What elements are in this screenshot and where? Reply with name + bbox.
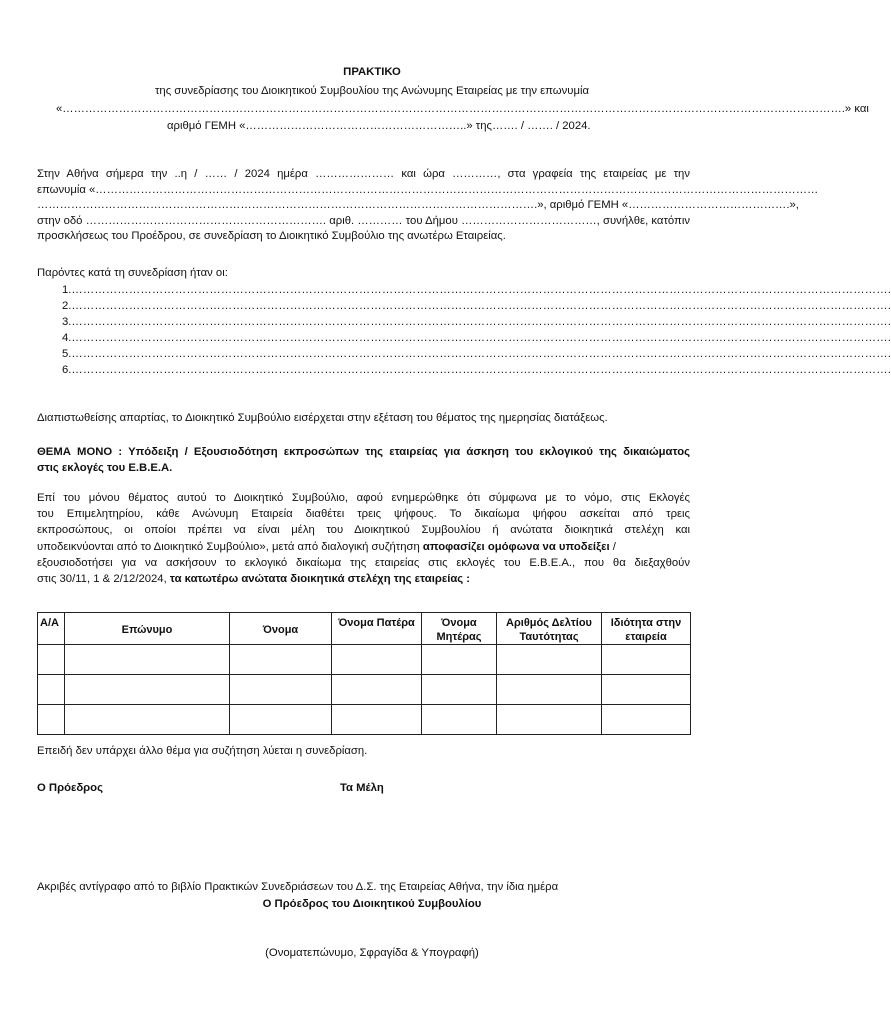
body-line: του Επιμελητηρίου, κάθε Ανώνυμη Εταιρεία διαθέτει τρεις ψήφους. Το δικαίωμα ψήφου ασκείται από τρεις xyxy=(37,508,690,521)
signature-hint: (Ονοματεπώνυμο, Σφραγίδα & Υπογραφή) xyxy=(265,947,479,959)
table-row xyxy=(38,645,691,675)
body-text: / xyxy=(609,540,616,553)
header-text: Όνομα xyxy=(441,617,477,629)
table-cell[interactable] xyxy=(230,675,332,705)
body-line xyxy=(37,571,690,587)
president-label: Ο Πρόεδρος xyxy=(37,782,103,794)
header-id-number xyxy=(497,613,602,645)
present-list xyxy=(62,284,891,380)
fill-in-line: ……………………………………………………………………………………………………………………………………………………………………………………………. xyxy=(71,284,891,296)
document-subtitle: της συνεδρίασης του Διοικητικού Συμβουλίου της Ανώνυμης Εταιρείας με την επωνυμία xyxy=(154,85,590,97)
table-cell[interactable] xyxy=(38,645,65,675)
decision-paragraph xyxy=(37,490,690,587)
table-cell[interactable] xyxy=(497,645,602,675)
table-cell[interactable] xyxy=(65,705,230,735)
table-header-row xyxy=(38,613,691,645)
list-item xyxy=(62,316,891,332)
closing-statement: Επειδή δεν υπάρχει άλλο θέμα για συζήτηση λύεται η συνεδρίαση. xyxy=(37,745,368,757)
intro-line: στην οδό ………………………………………………………. αριθ. ………… του Δήμου ………………………………, συνήλθε, κατόπιν xyxy=(37,214,690,227)
present-label: Παρόντες κατά τη συνεδρίαση ήταν οι: xyxy=(37,267,228,279)
table-row xyxy=(38,705,691,735)
body-text: υποδεικνύονται από το Διοικητικό Συμβούλιο», μετά από διαλογική συζήτηση xyxy=(37,540,423,553)
intro-line: …………………………………………………………………………………………………………………….», αριθμό ΓΕΜΗ «…………………………………….», xyxy=(37,199,799,211)
intro-line: προσκλήσεως του Προέδρου, σε συνεδρίαση το Διοικητικό Συμβούλιο της ανωτέρω Εταιρείας. xyxy=(37,230,506,242)
table-cell[interactable] xyxy=(38,675,65,705)
body-line: εκπροσώπους, οι οποίοι πρέπει να είναι μέλη του Διοικητικού Συμβουλίου ή ανώτατα διοικητικά στελέχη και xyxy=(37,524,690,537)
list-number: 5. xyxy=(62,348,72,360)
quorum-statement: Διαπιστωθείσης απαρτίας, το Διοικητικό Συμβούλιο εισέρχεται στην εξέταση του θέματος της ημερησίας διατάξεως. xyxy=(37,412,608,424)
copy-statement: Ακριβές αντίγραφο από το βιβλίο Πρακτικών Συνεδριάσεων του Δ.Σ. της Εταιρείας Αθήνα, την ίδια ημέρα xyxy=(37,881,559,893)
header-text: Ιδιότητα στην xyxy=(610,617,682,629)
header-aa: Α/Α xyxy=(38,613,65,645)
list-number: 4. xyxy=(62,332,72,344)
header-surname: Επώνυμο xyxy=(65,613,230,645)
table-cell[interactable] xyxy=(332,705,422,735)
executives-emphasis: τα κατωτέρω ανώτατα διοικητικά στελέχη της εταιρείας : xyxy=(169,573,471,586)
copy-signer: Ο Πρόεδρος του Διοικητικού Συμβουλίου xyxy=(262,898,482,910)
header-name: Όνομα xyxy=(230,613,332,645)
header-father-name: Όνομα Πατέρα xyxy=(332,613,422,645)
body-line: Επί του μόνου θέματος αυτού το Διοικητικό Συμβούλιο, αφού ενημερώθηκε ότι σύμφωνα με το νόμο, στις Εκλογές xyxy=(37,492,690,504)
list-number: 6. xyxy=(62,364,72,376)
table-cell[interactable] xyxy=(38,705,65,735)
fill-in-line: ……………………………………………………………………………………………………………………………………………………………………………………………. xyxy=(71,300,891,312)
list-number: 3. xyxy=(62,316,72,328)
fill-in-line: ……………………………………………………………………………………………………………………………………………………………………………………………. xyxy=(71,316,891,328)
table-cell[interactable] xyxy=(602,645,691,675)
table-cell[interactable] xyxy=(422,675,497,705)
list-number: 2. xyxy=(62,300,72,312)
topic-heading xyxy=(37,445,690,476)
list-item xyxy=(62,300,891,316)
body-text: στις 30/11, 1 & 2/12/2024, xyxy=(37,573,170,586)
header-text: Αριθμός Δελτίου xyxy=(506,617,592,629)
table-cell[interactable] xyxy=(230,645,332,675)
table-cell[interactable] xyxy=(497,675,602,705)
table-cell[interactable] xyxy=(65,675,230,705)
gemi-line: αριθμό ΓΕΜΗ «…………………………………………………..» της……. / ……. / 2024. xyxy=(167,120,591,132)
table-cell[interactable] xyxy=(422,645,497,675)
list-item xyxy=(62,348,891,364)
list-item xyxy=(62,332,891,348)
header-role xyxy=(602,613,691,645)
header-text: Μητέρας xyxy=(436,631,482,643)
table-cell[interactable] xyxy=(422,705,497,735)
table-cell[interactable] xyxy=(602,705,691,735)
topic-line: ΘΕΜΑ ΜΟΝΟ : Υπόδειξη / Εξουσιοδότηση εκπροσώπων της εταιρείας για άσκηση του εκλογικού της δικαιώματος xyxy=(37,446,690,458)
fill-in-line: ……………………………………………………………………………………………………………………………………………………………………………………………. xyxy=(71,348,891,360)
intro-paragraph xyxy=(37,167,819,245)
topic-line: στις εκλογές του Ε.Β.Ε.Α. xyxy=(37,461,173,474)
fill-in-line: ……………………………………………………………………………………………………………………………………………………………………………………………. xyxy=(71,364,891,376)
body-line xyxy=(37,539,690,555)
table-cell[interactable] xyxy=(602,675,691,705)
decision-emphasis: αποφασίζει ομόφωνα να υποδείξει xyxy=(422,540,610,553)
intro-line: επωνυμία «………………………………………………………………………………………………………………………………………………………………………… xyxy=(37,183,819,196)
list-item xyxy=(62,284,891,300)
fill-in-line: ……………………………………………………………………………………………………………………………………………………………………………………………. xyxy=(71,332,891,344)
intro-line: Στην Αθήνα σήμερα την ..η / …… / 2024 ημέρα ………………… και ώρα …………, στα γραφεία της εταιρείας με την xyxy=(37,168,690,180)
representatives-table xyxy=(37,612,691,735)
header-text: εταιρεία xyxy=(625,631,667,643)
list-item xyxy=(62,364,891,380)
table-cell[interactable] xyxy=(332,675,422,705)
header-mother-name xyxy=(422,613,497,645)
document-title: ΠΡΑΚΤΙΚΟ xyxy=(343,66,401,78)
table-cell[interactable] xyxy=(65,645,230,675)
table-cell[interactable] xyxy=(332,645,422,675)
table-row xyxy=(38,675,691,705)
company-name-line: «……………………………………………………………………………………………………………………………………………………………………………………….» και xyxy=(56,103,869,115)
table-cell[interactable] xyxy=(497,705,602,735)
body-line: εξουσιοδοτήσει για να ασκήσουν το εκλογικό δικαίωμα της εταιρείας στις εκλογές του Ε.Β.Ε.Α., που θα διεξαχθούν xyxy=(37,556,690,569)
list-number: 1. xyxy=(62,284,72,296)
table-cell[interactable] xyxy=(230,705,332,735)
header-text: Ταυτότητας xyxy=(519,631,579,643)
members-label: Τα Μέλη xyxy=(340,782,384,794)
